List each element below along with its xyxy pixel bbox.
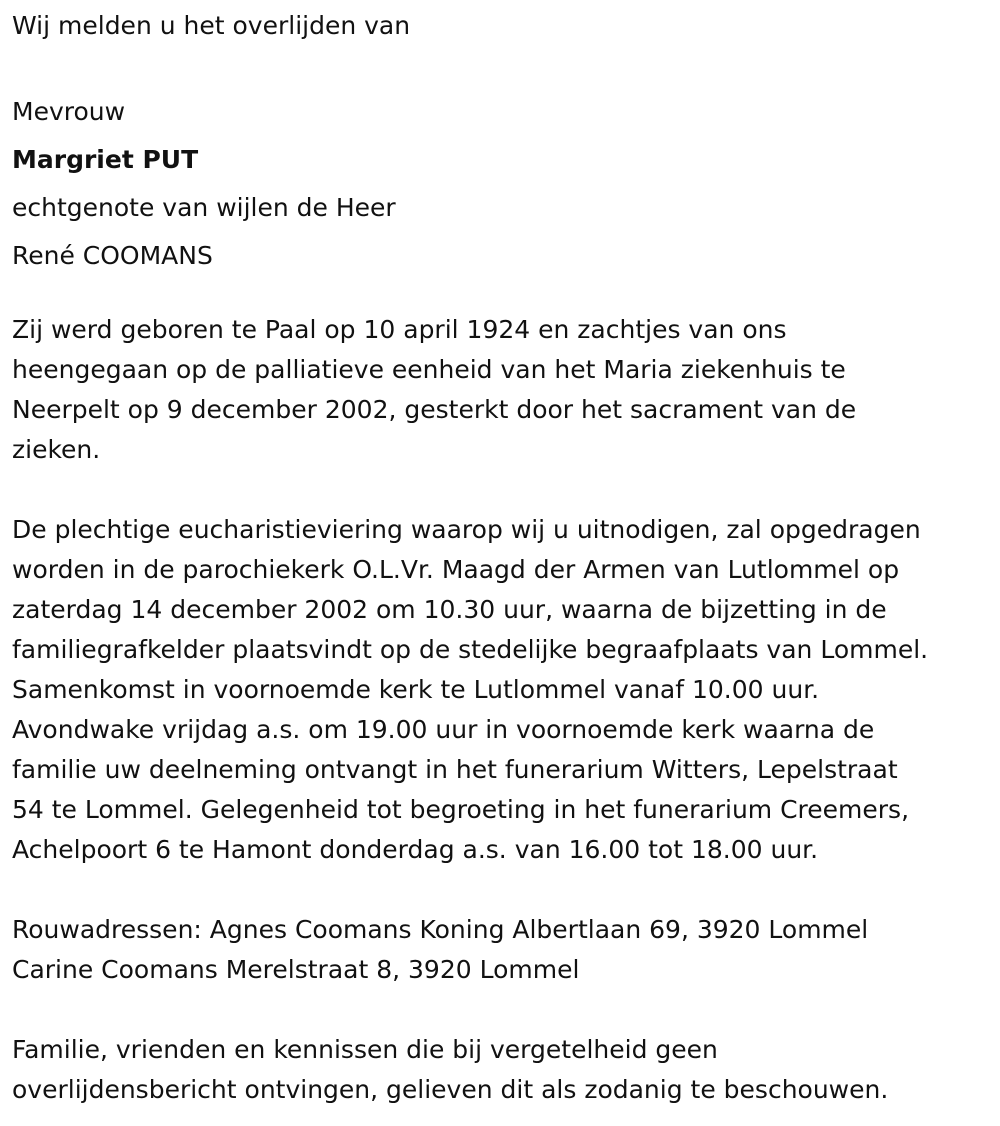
paragraph-line: worden in de parochiekerk O.L.Vr. Maagd der Armen van Lutlommel op [12,555,900,584]
paragraph-line: Samenkomst in voornoemde kerk te Lutlommel vanaf 10.00 uur. [12,675,820,704]
spouse-name: René COOMANS [12,241,213,270]
closing-paragraph [12,1030,888,1110]
paragraph-line: heengegaan op de palliatieve eenheid van het Maria ziekenhuis te [12,355,846,384]
paragraph-line: 54 te Lommel. Gelegenheid tot begroeting in het funerarium Creemers, [12,795,910,824]
paragraph-line: De plechtige eucharistieviering waarop wij u uitnodigen, zal opgedragen [12,515,921,544]
paragraph-line: Avondwake vrijdag a.s. om 19.00 uur in voornoemde kerk waarna de [12,715,875,744]
paragraph-line: familie uw deelneming ontvangt in het funerarium Witters, Lepelstraat [12,755,898,784]
paragraph-line: Rouwadressen: Agnes Coomans Koning Albertlaan 69, 3920 Lommel [12,915,869,944]
paragraph-line: Familie, vrienden en kennissen die bij vergetelheid geen [12,1035,718,1064]
service-paragraph [12,510,928,870]
paragraph-line: Carine Coomans Merelstraat 8, 3920 Lommel [12,955,580,984]
paragraph-line: zieken. [12,435,101,464]
intro-line: Wij melden u het overlijden van [12,11,411,40]
salutation: Mevrouw [12,97,126,126]
deceased-block [12,88,396,280]
paragraph-line: familiegrafkelder plaatsvindt op de stedelijke begraafplaats van Lommel. [12,635,929,664]
relation-line: echtgenote van wijlen de Heer [12,193,396,222]
paragraph-line: Zij werd geboren te Paal op 10 april 1924 en zachtjes van ons [12,315,787,344]
intro-block [12,8,410,44]
paragraph-line: zaterdag 14 december 2002 om 10.30 uur, waarna de bijzetting in de [12,595,887,624]
paragraph-line: Neerpelt op 9 december 2002, gesterkt door het sacrament van de [12,395,857,424]
birth-paragraph [12,310,856,470]
paragraph-line: overlijdensbericht ontvingen, gelieven dit als zodanig te beschouwen. [12,1075,889,1104]
deceased-name: Margriet PUT [12,145,199,174]
paragraph-line: Achelpoort 6 te Hamont donderdag a.s. van 16.00 tot 18.00 uur. [12,835,819,864]
addresses-paragraph [12,910,868,990]
